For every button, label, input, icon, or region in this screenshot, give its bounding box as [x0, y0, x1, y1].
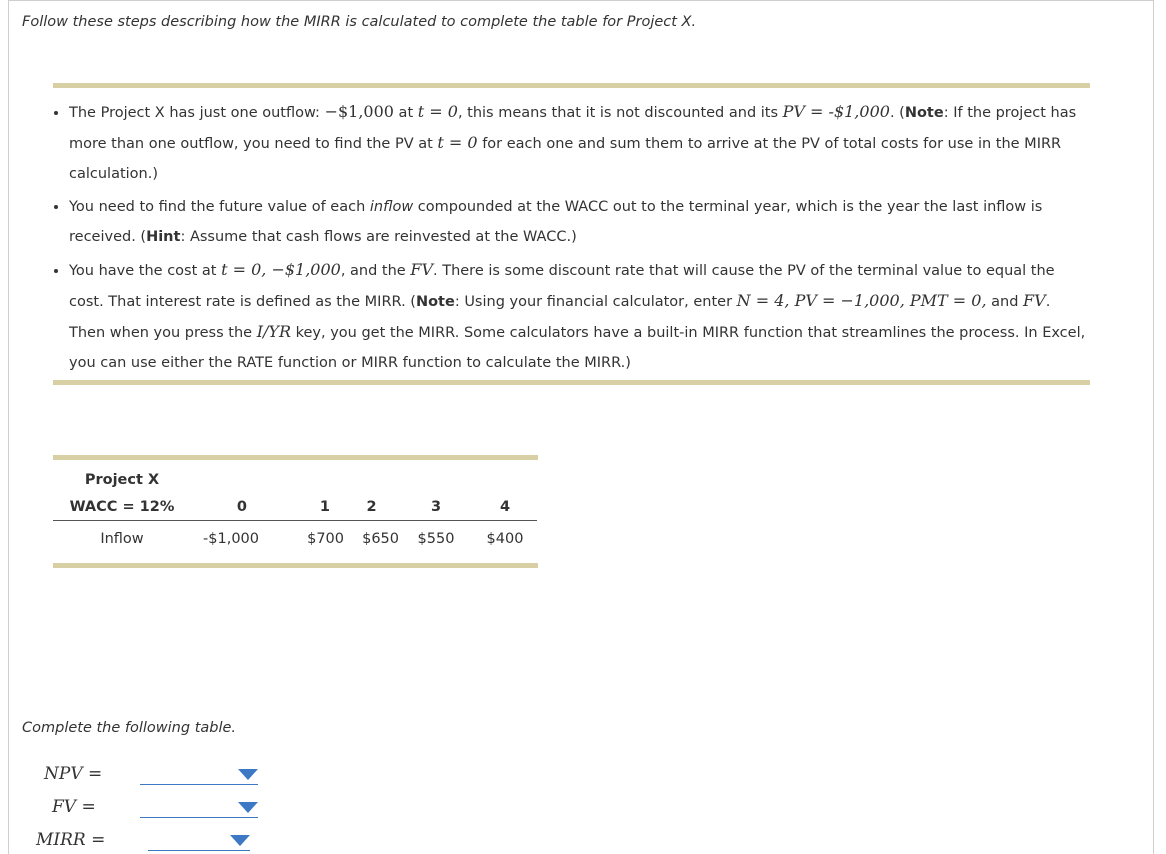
complete-instruction: Complete the following table. — [22, 720, 237, 736]
period-4: 4 — [473, 493, 537, 521]
cash-flow-1: $700 — [307, 531, 344, 547]
steps-list — [55, 97, 1087, 378]
period-3: 3 — [399, 493, 473, 521]
period-2: 2 — [344, 493, 399, 521]
npv-dropdown[interactable] — [140, 766, 258, 785]
project-title: Project X — [84, 472, 160, 488]
step-3: • You have the cost at t = 0, −$1,000, and the FV. There is some discount rate that will cause the PV of the terminal value to equal the cost. That interest rate is defined as the MIRR. (Note: Using your financial calculator, enter N = 4, PV = −1,000, PMT = 0, and FV. Then when you press the I/YR key, you get the MIRR. Some calculators have a built-in MIRR function that streamlines the process. In Excel, you can use either the RATE function or MIRR function to calculate the MIRR.) — [69, 255, 1087, 378]
period-1: 1 — [259, 493, 344, 521]
inflow-row — [53, 521, 537, 558]
chevron-down-icon — [238, 802, 258, 813]
cash-flow-table — [53, 467, 537, 557]
fv-dropdown[interactable] — [140, 799, 258, 818]
top-divider — [53, 83, 1090, 88]
period-header-row — [53, 493, 537, 521]
chevron-down-icon — [230, 835, 250, 846]
mirr-dropdown[interactable] — [148, 832, 250, 851]
inflow-label: Inflow — [100, 531, 144, 547]
table-bottom-bar — [53, 563, 538, 568]
wacc-label: WACC = 12% — [53, 493, 191, 521]
chevron-down-icon — [238, 769, 258, 780]
cash-flow-4: $400 — [486, 531, 524, 547]
cash-flow-3: $550 — [417, 531, 455, 547]
cash-flow-2: $650 — [362, 531, 399, 547]
table-top-bar — [53, 455, 538, 460]
step-2: • You need to find the future value of each inflow compounded at the WACC out to the terminal year, which is the year the last inflow is received. (Hint: Assume that cash flows are reinvested at the WACC.) — [69, 192, 1087, 252]
fv-label: FV = — [52, 797, 96, 817]
steps-panel — [55, 97, 1087, 381]
npv-label: NPV = — [44, 764, 103, 784]
bottom-divider — [53, 380, 1090, 385]
mirr-label: MIRR = — [36, 830, 106, 850]
step-1: • The Project X has just one outflow: −$1,000 at t = 0, this means that it is not discounted and its PV = -$1,000. (Note: If the project has more than one outflow, you need to find the PV at t = 0 for each one and sum them to arrive at the PV of total costs for use in the MIRR calculation.) — [69, 97, 1087, 189]
cash-flow-0: -$1,000 — [203, 531, 259, 547]
period-0: 0 — [191, 493, 259, 521]
intro-text: Follow these steps describing how the MIRR is calculated to complete the table for Project X. — [22, 14, 697, 30]
